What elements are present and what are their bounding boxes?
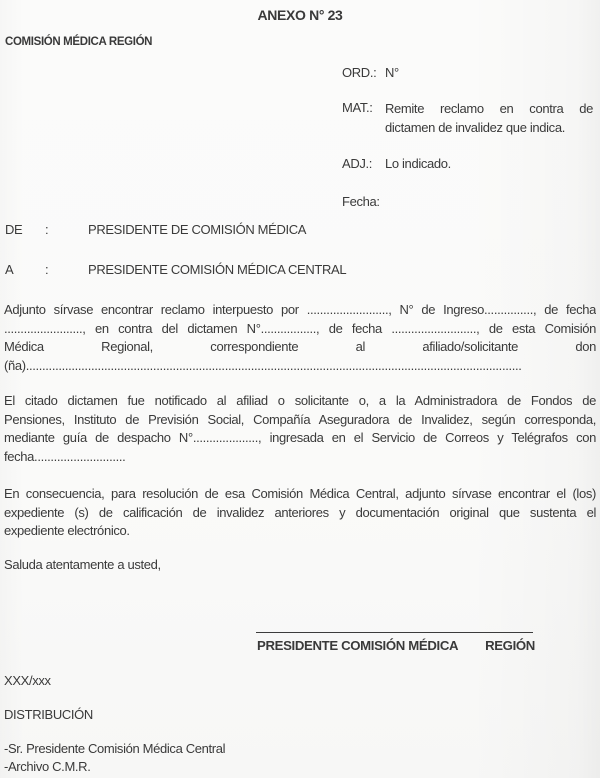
- mat-line-1: Remite reclamo en contra de: [385, 101, 593, 116]
- to-colon: :: [45, 262, 49, 277]
- to-row: [5, 262, 595, 277]
- adj-value: Lo indicado.: [385, 156, 451, 171]
- from-row: [5, 222, 595, 237]
- from-label: DE: [5, 222, 23, 237]
- fecha-label: Fecha:: [342, 194, 380, 209]
- ord-value: N°: [385, 65, 399, 80]
- page-title: ANEXO N° 23: [257, 7, 343, 23]
- mat-label: MAT.:: [342, 100, 373, 115]
- paragraph-1: [4, 301, 596, 376]
- from-value: PRESIDENTE DE COMISIÓN MÉDICA: [88, 222, 307, 237]
- paragraph-2: [4, 392, 596, 467]
- mat-value: [385, 100, 593, 137]
- paragraph-2-line-3: mediante guía de despacho N°...................., ingresada en el Servicio de Correos y Telégrafos con: [4, 430, 596, 446]
- signature-region: REGIÓN: [485, 638, 535, 653]
- ord-label: ORD.:: [342, 65, 377, 80]
- paragraph-3-line-1: En consecuencia, para resolución de esa Comisión Médica Central, adjunto sírvase encontrar el (los): [4, 486, 596, 501]
- paragraph-1-line-2: ........................, en contra del dictamen N°................., de fecha .........................., de esta Comisión: [4, 320, 596, 336]
- paragraph-3: [4, 485, 596, 541]
- distribution-item-1: -Sr. Presidente Comisión Médica Central: [4, 741, 226, 756]
- paragraph-1-line-3: Médica Regional, correspondiente al afiliado/solicitante don: [4, 339, 596, 355]
- signature-line: [256, 632, 533, 633]
- distribution-item-2: -Archivo C.M.R.: [4, 759, 91, 774]
- sender-organization: COMISIÓN MÉDICA REGIÓN: [5, 36, 153, 48]
- from-colon: :: [45, 222, 49, 237]
- signature-block: [257, 638, 535, 653]
- ord-row: [342, 65, 593, 80]
- mat-row: [342, 100, 593, 137]
- paragraph-3-line-2: expediente (s) de calificación de invalidez anteriores y documentación original que sustenta el: [4, 504, 596, 520]
- paragraph-2-line-1: El citado dictamen fue notificado al afiliad o solicitante o, a la Administradora de Fondos de: [4, 393, 596, 408]
- paragraph-2-line-2: Pensiones, Instituto de Previsión Social, Compañía Aseguradora de Invalidez, según corresponda,: [4, 411, 596, 427]
- to-value: PRESIDENTE COMISIÓN MÉDICA CENTRAL: [88, 262, 347, 277]
- adj-label: ADJ.:: [342, 156, 373, 171]
- paragraph-1-line-1: Adjunto sírvase encontrar reclamo interpuesto por ........................., N° de Ingreso..............., de fecha: [4, 302, 596, 317]
- paragraph-3-line-3: expediente electrónico.: [4, 523, 130, 539]
- mat-line-2: dictamen de invalidez que indica.: [385, 119, 565, 135]
- fecha-row: [342, 194, 593, 209]
- distribution-label: DISTRIBUCIÓN: [4, 707, 93, 722]
- to-label: A: [5, 262, 14, 277]
- signature-title: PRESIDENTE COMISIÓN MÉDICA: [257, 638, 459, 653]
- paragraph-1-line-4: (ña)........................................................................................................................................................: [4, 358, 522, 374]
- adj-row: [342, 156, 593, 171]
- initials: XXX/xxx: [4, 673, 51, 688]
- paragraph-2-line-4: fecha............................: [4, 449, 126, 465]
- closing-salutation: Saluda atentamente a usted,: [4, 557, 161, 572]
